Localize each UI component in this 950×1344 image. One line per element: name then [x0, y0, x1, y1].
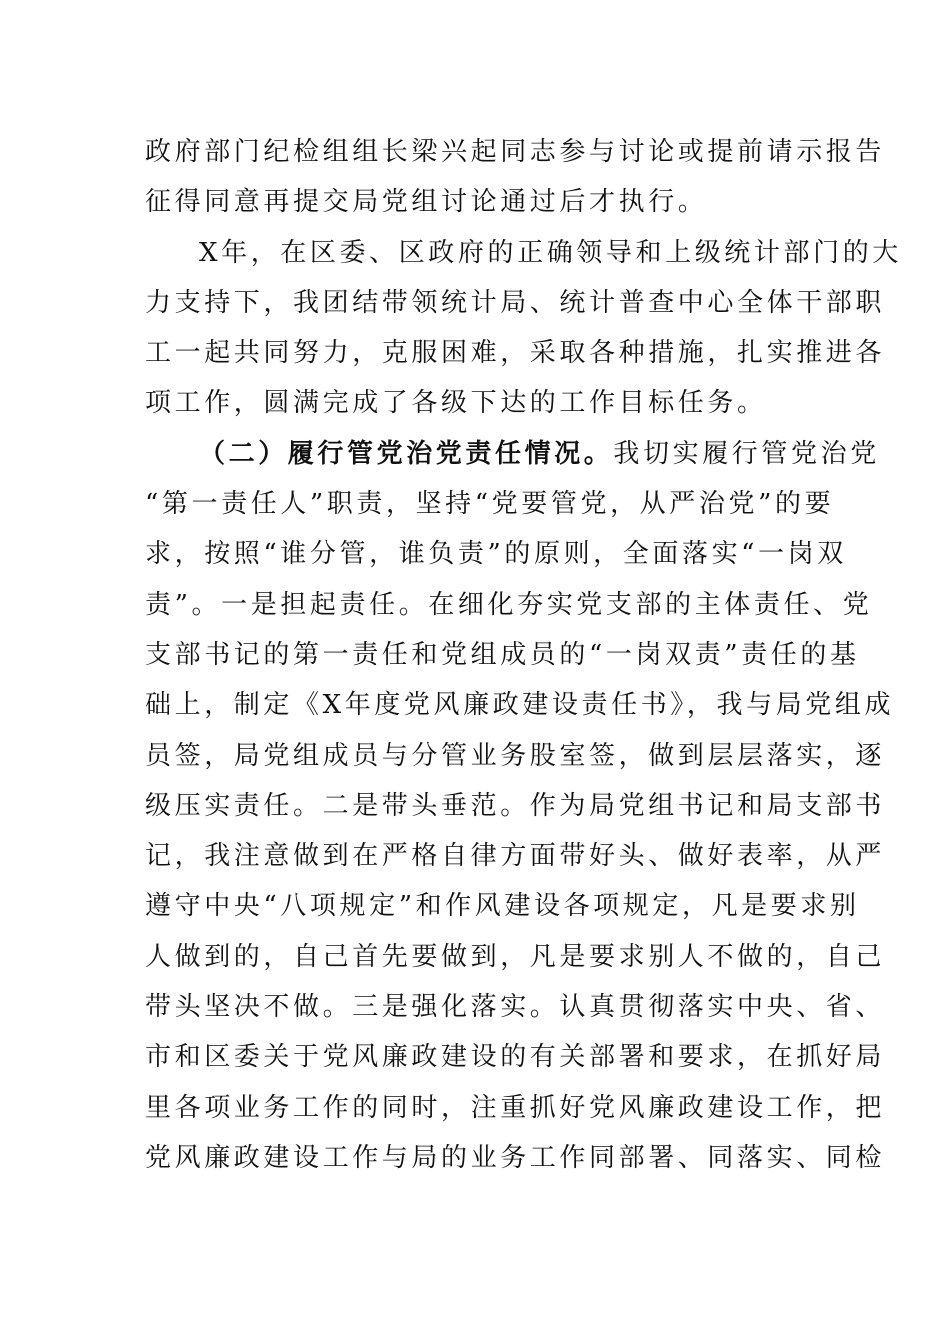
document-body — [145, 127, 902, 1183]
text-line: 征得同意再提交局党组讨论通过后才执行。 — [145, 187, 708, 218]
text-line: 人做到的，自己首先要做到，凡是要求别人不做的，自己 — [145, 941, 886, 972]
paragraph-3 — [145, 429, 895, 1183]
text-line: 工一起共同努力，克服困难，采取各种措施，扎实推进各 — [145, 338, 886, 369]
text-line: 遵守中央“八项规定”和作风建设各项规定，凡是要求别 — [145, 891, 860, 922]
text-line: 政府部门纪检组组长梁兴起同志参与讨论或提前请示报告 — [145, 137, 886, 167]
text-line: 级压实责任。二是带头垂范。作为局党组书记和局支部书 — [145, 790, 886, 821]
section-heading: （二）履行管党治党责任情况。 — [199, 438, 614, 469]
text-line: 里各项业务工作的同时，注重抓好党风廉政建设工作，把 — [145, 1092, 886, 1123]
text-line: 力支持下，我团结带领统计局、统计普查中心全体干部职 — [145, 287, 886, 318]
text-line: X年，在区委、区政府的正确领导和上级统计部门的大 — [199, 237, 902, 268]
text-line: 责”。一是担起责任。在细化夯实党支部的主体责任、党 — [145, 589, 873, 620]
text-line: 市和区委关于党风廉政建设的有关部署和要求，在抓好局 — [145, 1042, 886, 1073]
text-line: 础上，制定《X年度党风廉政建设责任书》，我与局党组成 — [145, 690, 895, 721]
text-line — [145, 429, 880, 479]
paragraph-1 — [145, 127, 886, 228]
text-line: 项工作，圆满完成了各级下达的工作目标任务。 — [145, 388, 767, 419]
text-line: “第一责任人”职责，坚持“党要管党，从严治党”的要 — [145, 489, 835, 520]
text-line: 员签，局党组成员与分管业务股室签，做到层层落实，逐 — [145, 740, 886, 771]
text-line: 记，我注意做到在严格自律方面带好头、做好表率，从严 — [145, 841, 886, 872]
text-line: 求，按照“谁分管，谁负责”的原则，全面落实“一岗双 — [145, 539, 847, 570]
paragraph-2 — [145, 228, 902, 429]
heading-line-rest: 我切实履行管党治党 — [613, 438, 880, 469]
text-line: 党风廉政建设工作与局的业务工作同部署、同落实、同检 — [145, 1142, 886, 1173]
text-line: 支部书记的第一责任和党组成员的“一岗双责”责任的基 — [145, 639, 860, 670]
text-line: 带头坚决不做。三是强化落实。认真贯彻落实中央、省、 — [145, 992, 886, 1023]
